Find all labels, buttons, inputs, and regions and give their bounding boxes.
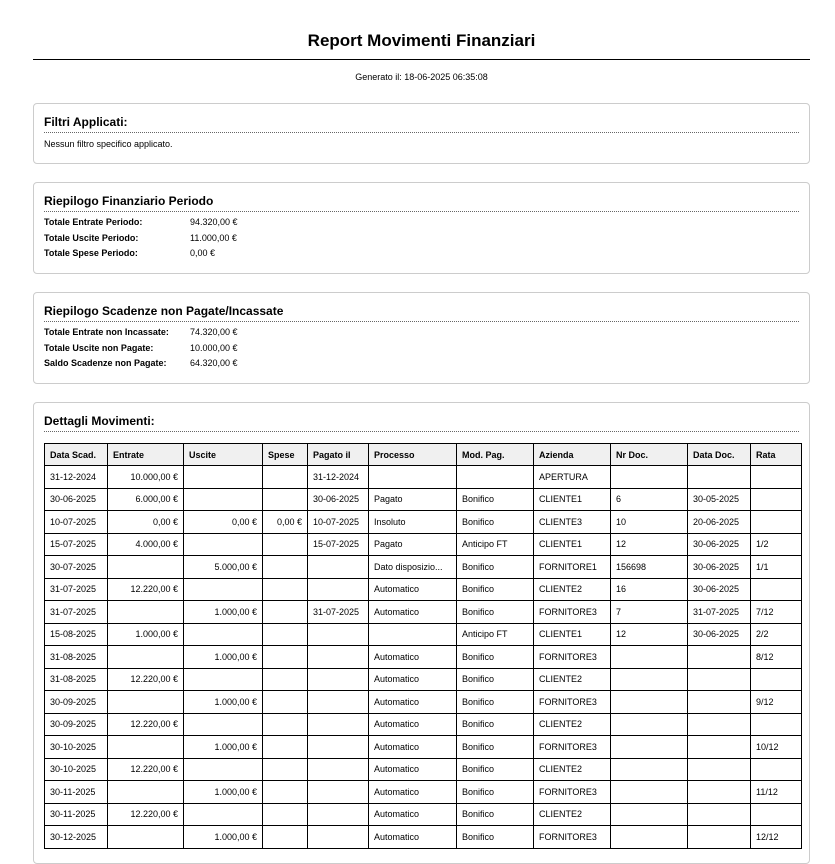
cell-uscite <box>184 668 263 691</box>
cell-data-doc: 30-06-2025 <box>688 533 751 556</box>
summary-label: Totale Spese Periodo: <box>44 248 138 258</box>
cell-spese <box>263 736 308 759</box>
column-header-data-doc: Data Doc. <box>688 444 751 466</box>
cell-data-doc <box>688 826 751 849</box>
cell-spese <box>263 691 308 714</box>
cell-entrate <box>108 826 184 849</box>
cell-rata: 8/12 <box>751 646 802 669</box>
cell-nr-doc: 12 <box>611 533 688 556</box>
column-header-uscite: Uscite <box>184 444 263 466</box>
cell-uscite: 1.000,00 € <box>184 736 263 759</box>
cell-processo: Dato disposizio... <box>369 556 457 579</box>
cell-pagato-il <box>308 826 369 849</box>
table-row <box>45 578 802 601</box>
details-title: Dettagli Movimenti: <box>44 414 799 432</box>
column-header-spese: Spese <box>263 444 308 466</box>
cell-uscite: 1.000,00 € <box>184 646 263 669</box>
cell-entrate: 12.220,00 € <box>108 803 184 826</box>
cell-nr-doc <box>611 646 688 669</box>
cell-data-scad: 15-07-2025 <box>45 533 108 556</box>
column-header-pagato-il: Pagato il <box>308 444 369 466</box>
table-header-row <box>45 444 802 466</box>
cell-processo: Automatico <box>369 668 457 691</box>
cell-azienda: CLIENTE2 <box>534 713 611 736</box>
cell-rata: 1/2 <box>751 533 802 556</box>
cell-uscite <box>184 466 263 489</box>
cell-entrate <box>108 646 184 669</box>
period-summary-row <box>44 233 237 243</box>
cell-processo: Automatico <box>369 578 457 601</box>
cell-data-scad: 31-08-2025 <box>45 668 108 691</box>
cell-processo: Automatico <box>369 803 457 826</box>
cell-rata: 9/12 <box>751 691 802 714</box>
cell-spese <box>263 578 308 601</box>
cell-data-doc <box>688 758 751 781</box>
cell-data-scad: 30-11-2025 <box>45 781 108 804</box>
cell-mod-pag: Bonifico <box>457 826 534 849</box>
cell-mod-pag: Bonifico <box>457 488 534 511</box>
period-summary-title: Riepilogo Finanziario Periodo <box>44 194 799 212</box>
unpaid-summary-row <box>44 343 238 353</box>
generated-timestamp: Generato il: 18-06-2025 06:35:08 <box>355 72 488 82</box>
cell-nr-doc <box>611 691 688 714</box>
cell-rata <box>751 803 802 826</box>
cell-processo: Insoluto <box>369 511 457 534</box>
cell-azienda: FORNITORE3 <box>534 826 611 849</box>
cell-entrate <box>108 691 184 714</box>
cell-data-scad: 30-11-2025 <box>45 803 108 826</box>
cell-entrate <box>108 601 184 624</box>
details-section <box>33 402 810 864</box>
cell-nr-doc <box>611 803 688 826</box>
unpaid-summary-title: Riepilogo Scadenze non Pagate/Incassate <box>44 304 799 322</box>
cell-data-scad: 10-07-2025 <box>45 511 108 534</box>
cell-nr-doc: 16 <box>611 578 688 601</box>
cell-mod-pag: Bonifico <box>457 781 534 804</box>
cell-data-doc: 31-07-2025 <box>688 601 751 624</box>
unpaid-summary-row <box>44 358 238 368</box>
cell-entrate <box>108 736 184 759</box>
column-header-entrate: Entrate <box>108 444 184 466</box>
cell-nr-doc: 12 <box>611 623 688 646</box>
period-summary-row <box>44 217 238 227</box>
cell-rata <box>751 713 802 736</box>
cell-data-doc: 20-06-2025 <box>688 511 751 534</box>
summary-value: 94.320,00 € <box>190 217 238 227</box>
cell-data-doc <box>688 646 751 669</box>
cell-uscite <box>184 803 263 826</box>
cell-mod-pag: Bonifico <box>457 691 534 714</box>
cell-pagato-il <box>308 556 369 579</box>
cell-entrate: 4.000,00 € <box>108 533 184 556</box>
column-header-rata: Rata <box>751 444 802 466</box>
cell-spese <box>263 713 308 736</box>
cell-rata <box>751 511 802 534</box>
cell-rata: 10/12 <box>751 736 802 759</box>
cell-processo: Pagato <box>369 533 457 556</box>
cell-pagato-il <box>308 623 369 646</box>
cell-uscite <box>184 623 263 646</box>
cell-entrate <box>108 781 184 804</box>
table-row <box>45 668 802 691</box>
cell-data-doc <box>688 781 751 804</box>
cell-processo: Automatico <box>369 691 457 714</box>
summary-label: Totale Uscite non Pagate: <box>44 343 154 353</box>
cell-uscite <box>184 578 263 601</box>
cell-rata: 2/2 <box>751 623 802 646</box>
cell-nr-doc <box>611 736 688 759</box>
cell-nr-doc <box>611 781 688 804</box>
cell-rata <box>751 488 802 511</box>
cell-mod-pag: Bonifico <box>457 736 534 759</box>
cell-data-doc: 30-06-2025 <box>688 623 751 646</box>
cell-mod-pag <box>457 466 534 489</box>
cell-uscite: 1.000,00 € <box>184 601 263 624</box>
cell-data-scad: 31-07-2025 <box>45 601 108 624</box>
cell-rata <box>751 466 802 489</box>
cell-entrate: 0,00 € <box>108 511 184 534</box>
cell-data-scad: 30-09-2025 <box>45 691 108 714</box>
cell-spese <box>263 466 308 489</box>
table-row <box>45 781 802 804</box>
cell-nr-doc <box>611 826 688 849</box>
cell-azienda: CLIENTE1 <box>534 488 611 511</box>
cell-processo: Automatico <box>369 601 457 624</box>
filters-text: Nessun filtro specifico applicato. <box>44 139 173 149</box>
cell-mod-pag: Bonifico <box>457 646 534 669</box>
cell-pagato-il <box>308 691 369 714</box>
summary-label: Totale Uscite Periodo: <box>44 233 139 243</box>
cell-azienda: CLIENTE1 <box>534 533 611 556</box>
cell-spese <box>263 826 308 849</box>
cell-nr-doc: 6 <box>611 488 688 511</box>
cell-pagato-il <box>308 646 369 669</box>
summary-label: Totale Entrate Periodo: <box>44 217 143 227</box>
cell-data-doc <box>688 466 751 489</box>
cell-spese <box>263 646 308 669</box>
cell-data-doc <box>688 713 751 736</box>
cell-mod-pag: Bonifico <box>457 601 534 624</box>
cell-spese <box>263 758 308 781</box>
cell-nr-doc <box>611 466 688 489</box>
cell-azienda: FORNITORE3 <box>534 691 611 714</box>
cell-azienda: FORNITORE1 <box>534 556 611 579</box>
cell-entrate: 6.000,00 € <box>108 488 184 511</box>
cell-uscite: 1.000,00 € <box>184 826 263 849</box>
cell-data-doc <box>688 691 751 714</box>
summary-label: Totale Entrate non Incassate: <box>44 327 169 337</box>
period-summary-row <box>44 248 215 258</box>
cell-azienda: FORNITORE3 <box>534 736 611 759</box>
cell-pagato-il: 10-07-2025 <box>308 511 369 534</box>
cell-spese: 0,00 € <box>263 511 308 534</box>
cell-uscite: 1.000,00 € <box>184 781 263 804</box>
cell-data-scad: 30-06-2025 <box>45 488 108 511</box>
cell-mod-pag: Bonifico <box>457 556 534 579</box>
movements-table <box>44 443 802 849</box>
cell-data-doc: 30-05-2025 <box>688 488 751 511</box>
cell-entrate: 12.220,00 € <box>108 713 184 736</box>
cell-processo: Pagato <box>369 488 457 511</box>
cell-data-scad: 15-08-2025 <box>45 623 108 646</box>
cell-data-scad: 31-12-2024 <box>45 466 108 489</box>
cell-data-doc <box>688 668 751 691</box>
report-title: Report Movimenti Finanziari <box>307 31 536 50</box>
cell-entrate: 10.000,00 € <box>108 466 184 489</box>
table-row <box>45 691 802 714</box>
cell-data-scad: 30-09-2025 <box>45 713 108 736</box>
cell-mod-pag: Bonifico <box>457 511 534 534</box>
column-header-mod-pag: Mod. Pag. <box>457 444 534 466</box>
table-row <box>45 533 802 556</box>
table-row <box>45 713 802 736</box>
cell-pagato-il: 31-07-2025 <box>308 601 369 624</box>
cell-rata: 11/12 <box>751 781 802 804</box>
cell-processo: Automatico <box>369 713 457 736</box>
cell-spese <box>263 668 308 691</box>
cell-data-doc <box>688 803 751 826</box>
cell-data-scad: 30-10-2025 <box>45 758 108 781</box>
cell-processo: Automatico <box>369 736 457 759</box>
cell-azienda: CLIENTE1 <box>534 623 611 646</box>
cell-pagato-il: 30-06-2025 <box>308 488 369 511</box>
cell-data-doc: 30-06-2025 <box>688 556 751 579</box>
cell-rata: 12/12 <box>751 826 802 849</box>
cell-spese <box>263 533 308 556</box>
cell-nr-doc: 156698 <box>611 556 688 579</box>
cell-nr-doc <box>611 713 688 736</box>
cell-azienda: CLIENTE2 <box>534 803 611 826</box>
cell-data-doc: 30-06-2025 <box>688 578 751 601</box>
cell-spese <box>263 781 308 804</box>
cell-uscite: 0,00 € <box>184 511 263 534</box>
cell-pagato-il <box>308 736 369 759</box>
cell-entrate: 12.220,00 € <box>108 758 184 781</box>
cell-rata <box>751 758 802 781</box>
cell-spese <box>263 803 308 826</box>
cell-entrate: 12.220,00 € <box>108 668 184 691</box>
cell-spese <box>263 556 308 579</box>
summary-value: 11.000,00 € <box>190 233 237 243</box>
period-summary-section <box>33 182 810 274</box>
cell-data-scad: 31-07-2025 <box>45 578 108 601</box>
cell-nr-doc <box>611 758 688 781</box>
cell-mod-pag: Bonifico <box>457 803 534 826</box>
unpaid-summary-row <box>44 327 238 337</box>
column-header-azienda: Azienda <box>534 444 611 466</box>
cell-nr-doc: 10 <box>611 511 688 534</box>
column-header-processo: Processo <box>369 444 457 466</box>
cell-pagato-il: 15-07-2025 <box>308 533 369 556</box>
cell-processo <box>369 623 457 646</box>
cell-nr-doc: 7 <box>611 601 688 624</box>
cell-mod-pag: Anticipo FT <box>457 623 534 646</box>
cell-processo: Automatico <box>369 758 457 781</box>
cell-pagato-il <box>308 781 369 804</box>
cell-uscite <box>184 758 263 781</box>
cell-mod-pag: Anticipo FT <box>457 533 534 556</box>
cell-uscite: 5.000,00 € <box>184 556 263 579</box>
cell-rata <box>751 668 802 691</box>
filters-title: Filtri Applicati: <box>44 115 799 133</box>
cell-data-scad: 31-08-2025 <box>45 646 108 669</box>
cell-pagato-il <box>308 578 369 601</box>
cell-azienda: FORNITORE3 <box>534 781 611 804</box>
cell-processo: Automatico <box>369 646 457 669</box>
cell-pagato-il <box>308 713 369 736</box>
cell-mod-pag: Bonifico <box>457 713 534 736</box>
table-row <box>45 511 802 534</box>
cell-uscite <box>184 488 263 511</box>
cell-mod-pag: Bonifico <box>457 578 534 601</box>
cell-data-scad: 30-12-2025 <box>45 826 108 849</box>
cell-pagato-il <box>308 758 369 781</box>
title-divider <box>33 59 810 60</box>
table-row <box>45 646 802 669</box>
cell-entrate <box>108 556 184 579</box>
cell-nr-doc <box>611 668 688 691</box>
cell-azienda: CLIENTE2 <box>534 578 611 601</box>
table-row <box>45 826 802 849</box>
cell-processo <box>369 466 457 489</box>
summary-value: 0,00 € <box>190 248 216 258</box>
cell-entrate: 12.220,00 € <box>108 578 184 601</box>
cell-mod-pag: Bonifico <box>457 758 534 781</box>
cell-uscite <box>184 713 263 736</box>
cell-processo: Automatico <box>369 781 457 804</box>
table-row <box>45 556 802 579</box>
summary-value: 74.320,00 € <box>190 327 238 337</box>
cell-processo: Automatico <box>369 826 457 849</box>
table-row <box>45 758 802 781</box>
cell-spese <box>263 488 308 511</box>
column-header-nr-doc: Nr Doc. <box>611 444 688 466</box>
cell-azienda: FORNITORE3 <box>534 646 611 669</box>
cell-pagato-il <box>308 803 369 826</box>
cell-data-doc <box>688 736 751 759</box>
cell-uscite <box>184 533 263 556</box>
cell-azienda: APERTURA <box>534 466 611 489</box>
table-row <box>45 736 802 759</box>
cell-azienda: CLIENTE2 <box>534 758 611 781</box>
table-row <box>45 803 802 826</box>
table-row <box>45 623 802 646</box>
cell-azienda: CLIENTE2 <box>534 668 611 691</box>
cell-entrate: 1.000,00 € <box>108 623 184 646</box>
cell-spese <box>263 601 308 624</box>
cell-pagato-il <box>308 668 369 691</box>
table-row <box>45 601 802 624</box>
cell-rata: 7/12 <box>751 601 802 624</box>
cell-rata: 1/1 <box>751 556 802 579</box>
unpaid-summary-section <box>33 292 810 384</box>
table-row <box>45 488 802 511</box>
cell-data-scad: 30-07-2025 <box>45 556 108 579</box>
cell-mod-pag: Bonifico <box>457 668 534 691</box>
cell-azienda: FORNITORE3 <box>534 601 611 624</box>
cell-rata <box>751 578 802 601</box>
table-row <box>45 466 802 489</box>
summary-label: Saldo Scadenze non Pagate: <box>44 358 167 368</box>
cell-azienda: CLIENTE3 <box>534 511 611 534</box>
cell-data-scad: 30-10-2025 <box>45 736 108 759</box>
summary-value: 64.320,00 € <box>190 358 238 368</box>
cell-uscite: 1.000,00 € <box>184 691 263 714</box>
summary-value: 10.000,00 € <box>190 343 238 353</box>
cell-pagato-il: 31-12-2024 <box>308 466 369 489</box>
column-header-data-scad: Data Scad. <box>45 444 108 466</box>
cell-spese <box>263 623 308 646</box>
filters-section <box>33 103 810 164</box>
